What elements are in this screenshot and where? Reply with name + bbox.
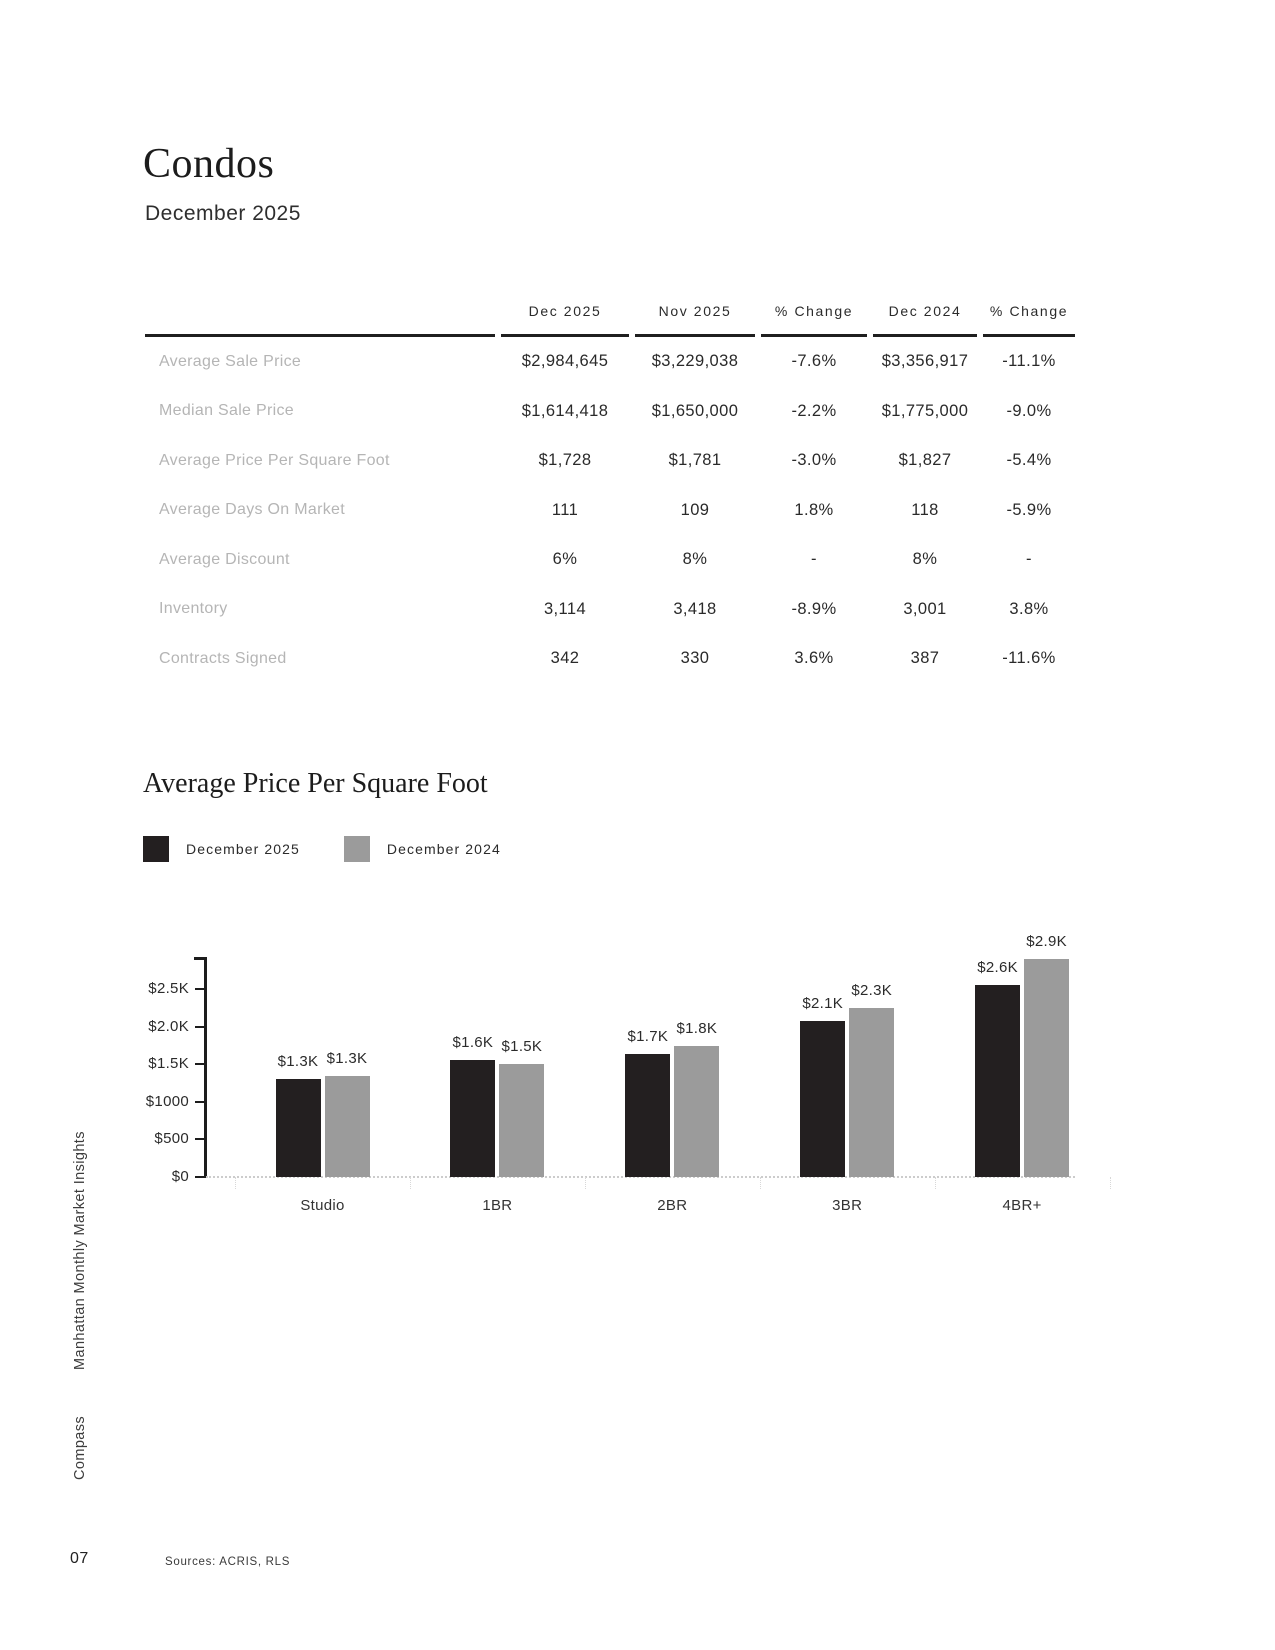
y-axis-line (204, 957, 207, 1178)
y-axis-tick-label: $0 (171, 1168, 189, 1185)
y-axis-tick-label: $500 (154, 1130, 189, 1148)
table-cell: -9.0% (1006, 401, 1052, 420)
table-cell: -5.4% (1006, 451, 1052, 470)
table-cell: 118 (911, 500, 939, 519)
y-axis-tick-label: $1000 (145, 1092, 189, 1110)
table-cell: 6% (552, 550, 578, 569)
sources-note: Sources: ACRIS, RLS (165, 1556, 291, 1568)
row-label-average-days-on-market: Average Days On Market (159, 501, 345, 519)
table-cell: 387 (910, 649, 940, 668)
bar-value-label: $2.9K (1026, 932, 1067, 950)
legend-swatch-dec-2025 (143, 836, 169, 862)
table-cell: 8% (682, 550, 708, 569)
bar-studio-dec-2024 (325, 1076, 370, 1177)
x-axis-grid-stub (760, 1177, 761, 1189)
table-cell: 3,001 (903, 599, 947, 618)
y-axis-tick-label: $1.5K (148, 1055, 189, 1073)
bar-3br-dec-2025 (800, 1021, 845, 1177)
bar-1br-dec-2025 (450, 1060, 495, 1177)
chart-legend (143, 836, 501, 862)
bar-value-label: $2.3K (851, 982, 893, 1000)
table-header-dec-2025: Dec 2025 (501, 303, 629, 337)
row-label-inventory: Inventory (159, 600, 228, 618)
table-header-nov-2025: Nov 2025 (635, 303, 755, 337)
sidebar-brand: Compass (72, 1415, 88, 1480)
table-cell: 3.8% (1009, 599, 1049, 618)
y-axis-tick-label: $2.0K (148, 1017, 189, 1035)
table-header-dec-2024: Dec 2024 (873, 303, 977, 337)
table-cell: $3,229,038 (651, 352, 739, 371)
table-cell: -11.6% (1002, 649, 1056, 668)
y-axis-tick (195, 1138, 205, 1140)
table-cell: $1,827 (898, 451, 952, 470)
table-cell: -7.6% (791, 352, 837, 371)
y-axis-tick (195, 1063, 205, 1065)
table-cell: $1,728 (538, 451, 592, 470)
bar-chart (145, 905, 1075, 1225)
y-axis-tick (195, 1176, 205, 1178)
row-label-average-sale-price: Average Sale Price (159, 352, 302, 370)
bar-2br-dec-2025 (625, 1054, 670, 1177)
table-cell: $1,650,000 (651, 401, 739, 420)
legend-swatch-dec-2024 (344, 836, 370, 862)
sidebar-vertical-title: Manhattan Monthly Market Insights (72, 1131, 88, 1370)
table-header-pct-change-mom: % Change (761, 303, 867, 337)
bar-2br-dec-2024 (674, 1046, 719, 1177)
stats-table (145, 303, 1075, 684)
bar-value-label: $1.3K (277, 1053, 319, 1070)
x-axis-grid-stub (935, 1177, 936, 1189)
legend-item-december-2024 (344, 836, 501, 862)
page-number: 07 (70, 1550, 89, 1567)
table-cell: 3.6% (794, 649, 834, 668)
bar-value-label: $1.8K (676, 1019, 718, 1037)
legend-item-december-2025 (143, 836, 300, 862)
table-cell: $2,984,645 (521, 352, 609, 371)
row-label-average-ppsf: Average Price Per Square Foot (159, 451, 390, 469)
x-axis-category-label: 1BR (482, 1197, 513, 1214)
x-axis-grid-stub (585, 1177, 586, 1189)
table-cell: $1,614,418 (521, 401, 609, 420)
table-cell: 109 (680, 500, 710, 519)
bar-value-label: $1.6K (452, 1033, 494, 1051)
table-cell: $3,356,917 (881, 352, 969, 371)
table-cell: $1,781 (668, 451, 722, 470)
x-axis-grid-stub (1110, 1177, 1111, 1189)
table-cell: 8% (912, 550, 938, 569)
bar-studio-dec-2025 (276, 1079, 321, 1177)
table-cell: 330 (680, 649, 710, 668)
table-cell: 3,114 (543, 599, 587, 618)
y-axis-tick-label: $2.5K (148, 980, 189, 997)
chart-title: Average Price Per Square Foot (143, 768, 488, 799)
table-cell: -2.2% (791, 401, 837, 420)
row-label-contracts-signed: Contracts Signed (159, 649, 287, 667)
table-cell: -8.9% (791, 599, 837, 618)
row-label-average-discount: Average Discount (159, 550, 290, 568)
bar-value-label: $1.3K (326, 1050, 368, 1067)
table-cell: -11.1% (1002, 352, 1056, 371)
y-axis-tick (195, 1026, 205, 1028)
legend-label: December 2024 (386, 841, 501, 857)
bar-4brplus-dec-2024 (1024, 959, 1069, 1177)
bar-value-label: $1.5K (501, 1037, 543, 1055)
bar-value-label: $1.7K (627, 1028, 669, 1046)
page-title: Condos (143, 141, 275, 187)
table-cell: - (1026, 550, 1032, 569)
bar-4brplus-dec-2025 (975, 985, 1020, 1177)
table-header-spacer (145, 319, 495, 337)
bar-value-label: $2.1K (802, 995, 844, 1013)
x-axis-category-label: 4BR+ (1002, 1197, 1042, 1214)
x-axis-category-label: Studio (300, 1197, 345, 1214)
table-cell: 3,418 (673, 599, 717, 618)
table-cell: - (811, 550, 817, 569)
x-axis-category-label: 3BR (832, 1197, 863, 1214)
bar-value-label: $2.6K (977, 958, 1018, 976)
legend-label: December 2025 (186, 841, 300, 857)
y-axis-tick (195, 1101, 205, 1103)
bar-1br-dec-2024 (499, 1064, 544, 1177)
x-axis-category-label: 2BR (657, 1197, 688, 1214)
page-subtitle: December 2025 (145, 202, 301, 225)
table-cell: 342 (550, 649, 580, 668)
table-cell: -3.0% (791, 451, 837, 470)
table-cell: 111 (551, 500, 579, 519)
table-header-pct-change-yoy: % Change (983, 303, 1075, 337)
x-axis-grid-stub (410, 1177, 411, 1189)
bar-3br-dec-2024 (849, 1008, 894, 1177)
y-axis-tick (195, 988, 205, 990)
x-axis-grid-stub (235, 1177, 236, 1189)
table-cell: $1,775,000 (881, 401, 969, 420)
y-axis-top-tick (194, 957, 207, 960)
table-cell: 1.8% (794, 500, 834, 519)
row-label-median-sale-price: Median Sale Price (159, 402, 294, 420)
table-cell: -5.9% (1006, 500, 1052, 519)
